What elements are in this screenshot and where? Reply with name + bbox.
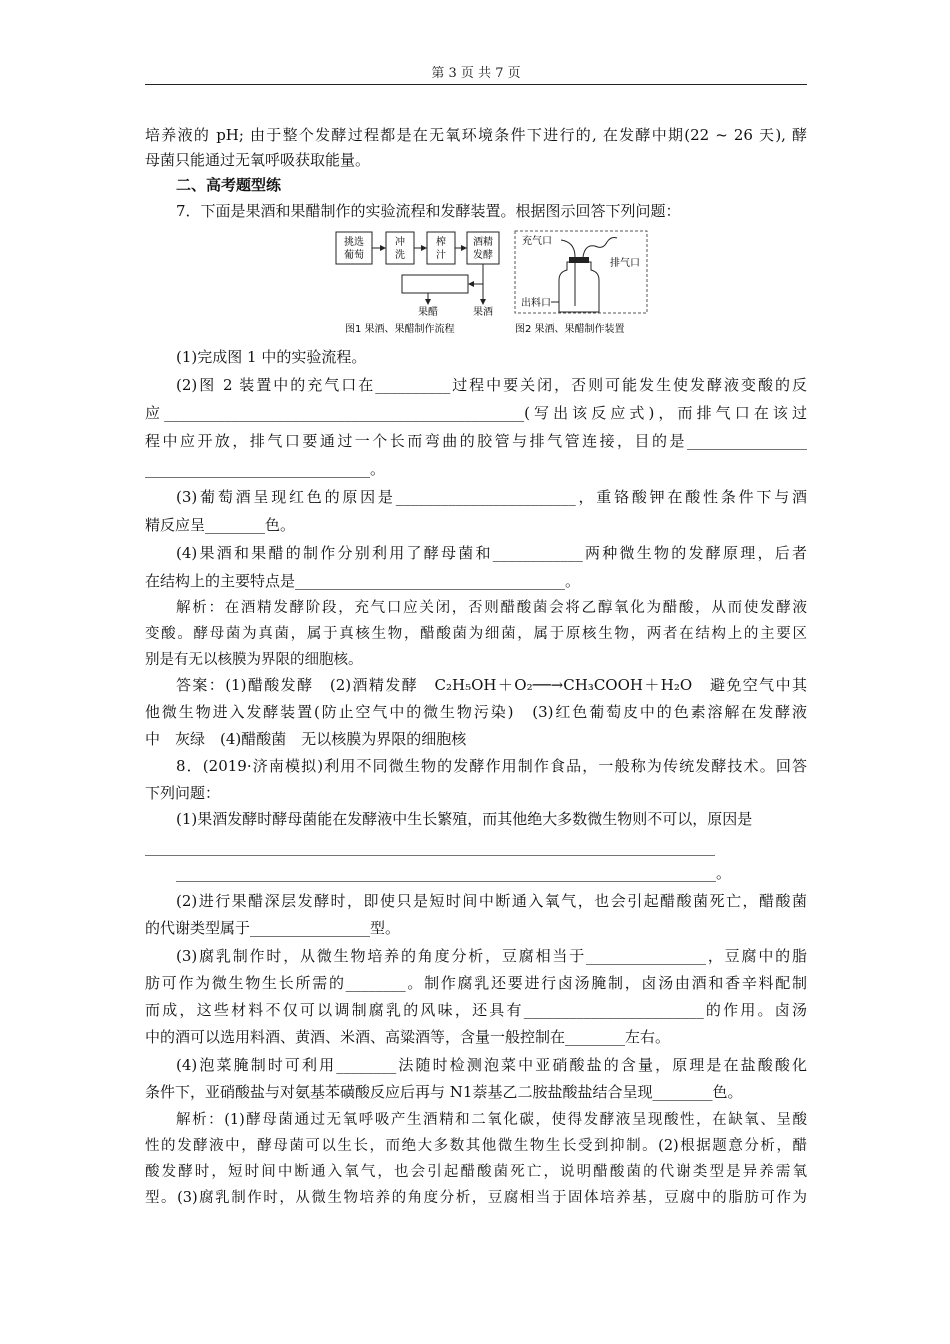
output-wine: 果酒	[473, 307, 493, 318]
question-8-stem: 下列问题：	[145, 784, 221, 802]
question-7-part-1: (1)完成图 1 中的实验流程。	[176, 348, 367, 366]
analysis-8: 解析：(1)酵母菌通过无氧呼吸产生酒精和二氧化碳，使得发酵液呈现酸性，在缺氧、呈酸	[176, 1112, 807, 1128]
question-7-part-3: (3)葡萄酒呈现红色的原因是________________________，重铬酸钾在酸性条件下与酒	[176, 488, 807, 506]
flow-box-juice-label: 汁	[436, 250, 446, 261]
question-8-part-3: 而成，这些材料不仅可以调制腐乳的风味，还具有________________________的作用。卤汤	[145, 1001, 807, 1019]
question-7-part-4: (4)果酒和果醋的制作分别利用了酵母菌和____________两种微生物的发酵原理，后者	[176, 544, 807, 562]
inlet-tube-bend	[561, 240, 575, 257]
fermenter-bottle	[559, 262, 599, 312]
answer-7: 中 灰绿 (4)醋酸菌 无以核膜为界限的细胞核	[145, 730, 467, 748]
answer-blank-line: ________________________________________________________________________。	[176, 864, 732, 882]
answer-blank-line: ____________________________________________________________________________	[145, 838, 715, 856]
question-8-part-2: 的代谢类型属于________________型。	[145, 919, 401, 937]
flow-box-select-label: 挑选	[344, 237, 364, 248]
question-7-part-3: 精反应呈________色。	[145, 516, 296, 534]
figure-svg	[335, 228, 650, 340]
blank-answer-box	[402, 275, 468, 293]
question-7-part-2: ______________________________。	[145, 460, 386, 478]
analysis-7: 别是有无以核膜为界限的细胞核。	[145, 652, 363, 668]
analysis-8: 性的发酵液中，酵母菌可以生长，而绝大多数其他微生物生长受到抑制。(2)根据题意分析，醋	[145, 1138, 807, 1154]
flow-box-rinse-label: 冲	[395, 237, 405, 248]
question-8-stem: 8．(2019·济南模拟)利用不同微生物的发酵作用制作食品，一般称为传统发酵技术。回答	[176, 757, 807, 775]
section-heading: 二、高考题型练	[176, 176, 282, 194]
analysis-8: 酸发酵时，短时间中断通入氧气，也会引起醋酸菌死亡，说明醋酸菌的代谢类型是异养需氧	[145, 1164, 807, 1180]
question-7-part-4: 在结构上的主要特点是____________________________________。	[145, 572, 581, 590]
figure-2-caption: 图2 果酒、果醋制作装置	[515, 324, 625, 335]
question-7-stem: 7．下面是果酒和果醋制作的实验流程和发酵装置。根据图示回答下列问题：	[176, 202, 681, 220]
exhaust-tube	[583, 238, 617, 258]
figure-1-caption: 图1 果酒、果醋制作流程	[345, 324, 455, 335]
question-8-part-4: 条件下，亚硝酸盐与对氨基苯磺酸反应后再与 N1萘基乙二胺盐酸盐结合呈现________色。	[145, 1083, 743, 1101]
text-line: 母菌只能通过无氧呼吸获取能量。	[145, 151, 371, 169]
answer-7: 他微生物进入发酵装置(防止空气中的微生物污染) (3)红色葡萄皮中的色素溶解在发酵液	[145, 703, 807, 721]
flow-box-select-label: 葡萄	[344, 250, 364, 261]
flow-box-rinse-label: 洗	[395, 250, 405, 261]
text-line: 培养液的 pH; 由于整个发酵过程都是在无氧环境条件下进行的, 在发酵中期(22 ~ 26 天), 酵	[145, 126, 807, 144]
analysis-7: 解析：在酒精发酵阶段，充气口应关闭，否则醋酸菌会将乙醇氧化为醋酸，从而使发酵液	[176, 600, 807, 616]
figure-fermentation	[335, 228, 650, 340]
output-vinegar: 果醋	[418, 307, 438, 318]
question-8-part-1: (1)果酒发酵时酵母菌能在发酵液中生长繁殖，而其他绝大多数微生物则不可以，原因是	[176, 810, 753, 828]
question-7-part-2: (2)图 2 装置中的充气口在__________过程中要关闭，否则可能发生使发酵液变酸的反	[176, 376, 807, 394]
flow-box-alcohol-label: 酒精	[473, 237, 493, 248]
question-8-part-2: (2)进行果醋深层发酵时，即使只是短时间中断通入氧气，也会引起醋酸菌死亡，醋酸菌	[176, 892, 807, 910]
flow-box-alcohol-label: 发酵	[473, 250, 493, 261]
question-8-part-4: (4)泡菜腌制时可利用________法随时检测泡菜中亚硝酸盐的含量，原理是在盐酸酸化	[176, 1056, 807, 1074]
question-8-part-3: (3)腐乳制作时，从微生物培养的角度分析，豆腐相当于________________，豆腐中的脂	[176, 947, 807, 965]
question-7-part-2: 程中应开放，排气口要通过一个长而弯曲的胶管与排气管连接，目的是________________	[145, 432, 807, 450]
inlet-label: 充气口	[522, 236, 552, 247]
question-7-part-2: 应________________________________________________(写出该反应式)，而排气口在该过	[145, 404, 807, 422]
analysis-8: 型。(3)腐乳制作时，从微生物培养的角度分析，豆腐相当于固体培养基，豆腐中的脂肪可作为	[145, 1190, 807, 1206]
exhaust-label: 排气口	[610, 258, 640, 269]
outlet-label: 出料口	[521, 298, 551, 309]
answer-7: 答案：(1)醋酸发酵 (2)酒精发酵 C₂H₅OH＋O₂──→CH₃COOH＋H₂O 避免空气中其	[176, 676, 807, 694]
question-8-part-3: 中的酒可以选用料酒、黄酒、米酒、高粱酒等，含量一般控制在________左右。	[145, 1028, 671, 1046]
bottle-stopper	[569, 257, 589, 263]
flow-box-juice-label: 榨	[436, 237, 446, 248]
question-8-part-3: 肪可作为微生物生长所需的________。制作腐乳还要进行卤汤腌制，卤汤由酒和香辛料配制	[145, 974, 807, 992]
analysis-7: 变酸。酵母菌为真菌，属于真核生物，醋酸菌为细菌，属于原核生物，两者在结构上的主要区	[145, 626, 807, 642]
header-rule	[145, 84, 807, 85]
page-header: 第 3 页 共 7 页	[431, 66, 521, 81]
